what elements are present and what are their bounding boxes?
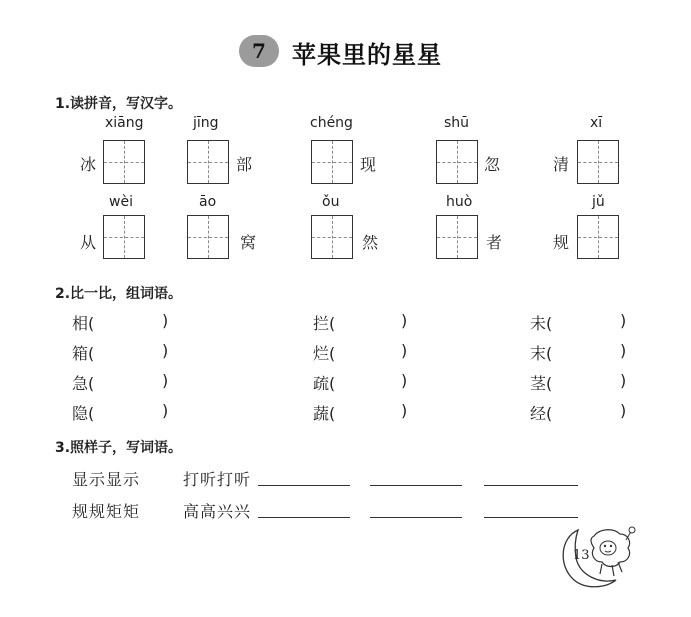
given-character: 窝 bbox=[240, 233, 257, 252]
compare-item: 拦( bbox=[313, 314, 336, 333]
given-character: 然 bbox=[362, 233, 379, 252]
writing-grid-box[interactable] bbox=[577, 215, 619, 259]
close-paren: ) bbox=[162, 311, 169, 330]
close-paren: ) bbox=[620, 341, 627, 360]
answer-blank[interactable] bbox=[370, 516, 462, 518]
compare-item: 蔬( bbox=[313, 404, 336, 423]
moon-sheep-illustration bbox=[556, 524, 636, 592]
given-character: 清 bbox=[553, 155, 570, 174]
prompt-word: 高高兴兴 bbox=[183, 502, 252, 521]
close-paren: ) bbox=[620, 311, 627, 330]
given-character: 规 bbox=[553, 233, 570, 252]
compare-item: 急( bbox=[72, 374, 95, 393]
compare-item: 隐( bbox=[72, 404, 95, 423]
section2-heading: 2.比一比，组词语。 bbox=[55, 286, 183, 302]
writing-grid-box[interactable] bbox=[187, 140, 229, 184]
pinyin-label: shū bbox=[444, 115, 470, 131]
close-paren: ) bbox=[620, 401, 627, 420]
lesson-title: 苹果里的星星 bbox=[292, 40, 442, 69]
close-paren: ) bbox=[162, 401, 169, 420]
answer-blank[interactable] bbox=[258, 516, 350, 518]
pinyin-label: chéng bbox=[310, 115, 353, 131]
compare-item: 疏( bbox=[313, 374, 336, 393]
pinyin-label: jīng bbox=[193, 115, 219, 131]
close-paren: ) bbox=[162, 341, 169, 360]
writing-grid-box[interactable] bbox=[103, 140, 145, 184]
lesson-number-badge: 7 bbox=[239, 35, 279, 67]
answer-blank[interactable] bbox=[484, 484, 578, 486]
compare-item: 茎( bbox=[530, 374, 553, 393]
pinyin-label: xiāng bbox=[105, 115, 144, 131]
answer-blank[interactable] bbox=[484, 516, 578, 518]
writing-grid-box[interactable] bbox=[577, 140, 619, 184]
compare-item: 箱( bbox=[72, 344, 95, 363]
answer-blank[interactable] bbox=[258, 484, 350, 486]
pinyin-label: wèi bbox=[109, 194, 133, 210]
compare-item: 经( bbox=[530, 404, 553, 423]
close-paren: ) bbox=[401, 371, 408, 390]
prompt-word: 打听打听 bbox=[183, 470, 252, 489]
section3-heading: 3.照样子，写词语。 bbox=[55, 440, 183, 456]
section1-heading: 1.读拼音，写汉字。 bbox=[55, 96, 183, 112]
given-character: 从 bbox=[80, 233, 97, 252]
writing-grid-box[interactable] bbox=[311, 140, 353, 184]
example-word: 显示显示 bbox=[72, 470, 141, 489]
compare-item: 相( bbox=[72, 314, 95, 333]
pinyin-label: āo bbox=[199, 194, 217, 210]
compare-item: 未( bbox=[530, 314, 553, 333]
writing-grid-box[interactable] bbox=[436, 215, 478, 259]
writing-grid-box[interactable] bbox=[187, 215, 229, 259]
close-paren: ) bbox=[401, 401, 408, 420]
pinyin-label: huò bbox=[446, 194, 473, 210]
close-paren: ) bbox=[162, 371, 169, 390]
given-character: 者 bbox=[486, 233, 503, 252]
answer-blank[interactable] bbox=[370, 484, 462, 486]
pinyin-label: jǔ bbox=[592, 194, 605, 210]
page-number: 13 bbox=[573, 548, 590, 563]
writing-grid-box[interactable] bbox=[436, 140, 478, 184]
given-character: 部 bbox=[236, 155, 253, 174]
close-paren: ) bbox=[401, 341, 408, 360]
close-paren: ) bbox=[620, 371, 627, 390]
compare-item: 烂( bbox=[313, 344, 336, 363]
pinyin-label: ǒu bbox=[322, 194, 340, 210]
example-word: 规规矩矩 bbox=[72, 502, 141, 521]
given-character: 冰 bbox=[80, 155, 97, 174]
writing-grid-box[interactable] bbox=[311, 215, 353, 259]
close-paren: ) bbox=[401, 311, 408, 330]
given-character: 现 bbox=[360, 155, 377, 174]
writing-grid-box[interactable] bbox=[103, 215, 145, 259]
pinyin-label: xī bbox=[590, 115, 603, 131]
given-character: 忽 bbox=[484, 155, 501, 174]
compare-item: 末( bbox=[530, 344, 553, 363]
